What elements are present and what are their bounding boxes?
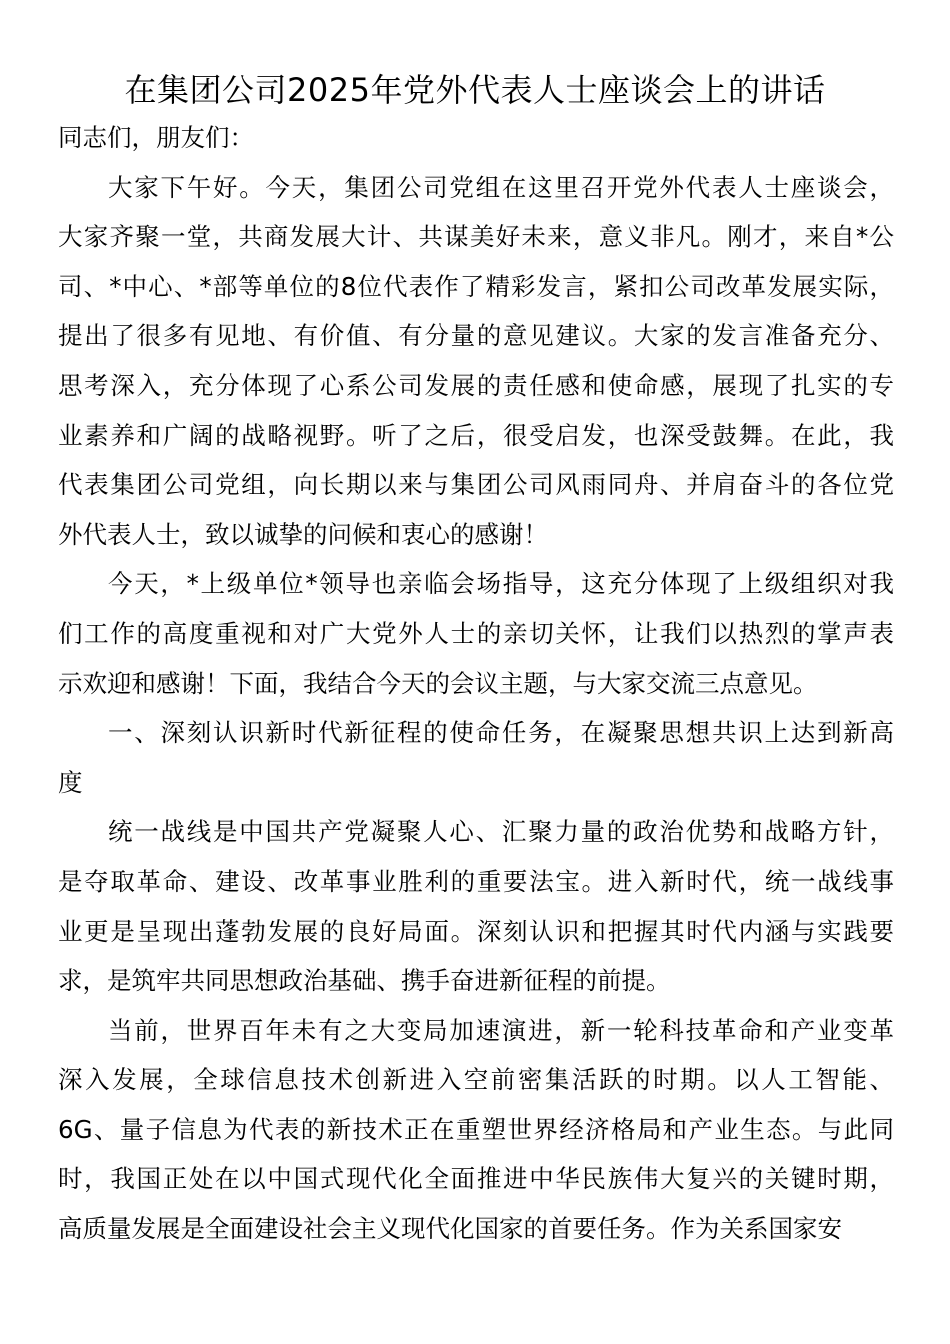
text-line: 统一战线是中国共产党凝聚人心、汇聚力量的政治优势和战略方针， <box>108 817 894 847</box>
paragraph <box>58 708 894 807</box>
text-line: 高质量发展是全面建设社会主义现代化国家的首要任务。作为关系国家安 <box>58 1214 842 1244</box>
paragraph <box>58 559 894 708</box>
text-line: 度 <box>58 767 83 797</box>
text-line: 6G、量子信息为代表的新技术正在重塑世界经济格局和产业生态。与此同 <box>58 1114 894 1144</box>
document-title: 在集团公司2025年党外代表人士座谈会上的讲话 <box>124 71 826 109</box>
text-line: 思考深入，充分体现了心系公司发展的责任感和使命感，展现了扎实的专 <box>58 370 894 400</box>
text-line: 一、深刻认识新时代新征程的使命任务，在凝聚思想共识上达到新高 <box>108 718 894 748</box>
document-body <box>58 113 894 1254</box>
text-line: 提出了很多有见地、有价值、有分量的意见建议。大家的发言准备充分、 <box>58 321 894 351</box>
text-line: 大家下午好。今天，集团公司党组在这里召开党外代表人士座谈会， <box>108 172 894 202</box>
paragraph <box>58 163 894 560</box>
text-line: 是夺取革命、建设、改革事业胜利的重要法宝。进入新时代，统一战线事 <box>58 866 894 896</box>
text-line: 当前，世界百年未有之大变局加速演进，新一轮科技革命和产业变革 <box>108 1015 894 1045</box>
paragraph <box>58 807 894 1005</box>
text-line: 外代表人士，致以诚挚的问候和衷心的感谢！ <box>58 519 548 549</box>
text-line: 们工作的高度重视和对广大党外人士的亲切关怀，让我们以热烈的掌声表 <box>58 618 894 648</box>
text-line: 大家齐聚一堂，共商发展大计、共谋美好未来，意义非凡。刚才，来自*公 <box>58 222 894 252</box>
text-line: 示欢迎和感谢！下面，我结合今天的会议主题，与大家交流三点意见。 <box>58 668 818 698</box>
text-line: 业素养和广阔的战略视野。听了之后，很受启发，也深受鼓舞。在此，我 <box>58 420 894 450</box>
paragraph <box>58 1006 894 1254</box>
text-line: 时，我国正处在以中国式现代化全面推进中华民族伟大复兴的关键时期， <box>58 1164 894 1194</box>
text-line: 代表集团公司党组，向长期以来与集团公司风雨同舟、并肩奋斗的各位党 <box>58 470 894 500</box>
text-line: 今天，*上级单位*领导也亲临会场指导，这充分体现了上级组织对我 <box>108 569 894 599</box>
text-line: 同志们，朋友们： <box>58 123 254 152</box>
text-line: 深入发展，全球信息技术创新进入空前密集活跃的时期。以人工智能、 <box>58 1065 894 1095</box>
text-line: 求，是筑牢共同思想政治基础、携手奋进新征程的前提。 <box>58 966 671 996</box>
paragraph <box>58 113 894 163</box>
text-line: 业更是呈现出蓬勃发展的良好局面。深刻认识和把握其时代内涵与实践要 <box>58 916 894 946</box>
text-line: 司、*中心、*部等单位的8位代表作了精彩发言，紧扣公司改革发展实际， <box>58 271 894 301</box>
